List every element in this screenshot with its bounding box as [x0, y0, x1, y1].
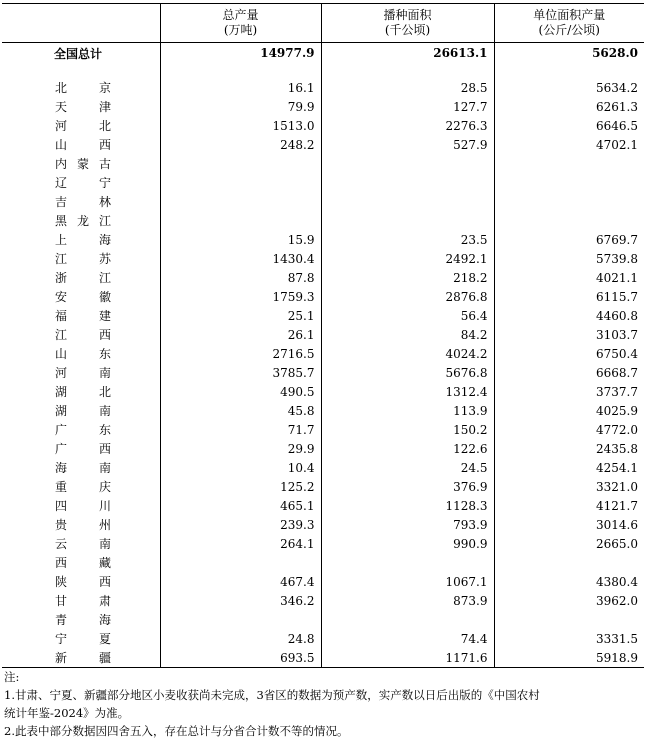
region-yield: 3014.6 — [494, 515, 644, 534]
region-output: 25.1 — [160, 306, 321, 325]
region-name: 海南 — [55, 461, 111, 475]
region-name: 广东 — [55, 423, 111, 437]
spacer-row — [2, 63, 644, 78]
region-output — [160, 610, 321, 629]
table-row — [2, 97, 644, 116]
region-yield — [494, 173, 644, 192]
region-name: 湖南 — [55, 404, 111, 418]
region-output: 346.2 — [160, 591, 321, 610]
table-row — [2, 154, 644, 173]
output-header — [160, 4, 321, 43]
region-output: 79.9 — [160, 97, 321, 116]
table-row — [2, 496, 644, 515]
region-area: 1067.1 — [321, 572, 494, 591]
region-yield: 6769.7 — [494, 230, 644, 249]
region-yield: 4021.1 — [494, 268, 644, 287]
region-output: 29.9 — [160, 439, 321, 458]
region-output: 71.7 — [160, 420, 321, 439]
region-output: 467.4 — [160, 572, 321, 591]
region-area: 127.7 — [321, 97, 494, 116]
region-area: 2876.8 — [321, 287, 494, 306]
region-yield: 6646.5 — [494, 116, 644, 135]
region-area: 2276.3 — [321, 116, 494, 135]
table-row — [2, 401, 644, 420]
region-name: 青海 — [55, 613, 111, 627]
region-name: 吉林 — [55, 195, 111, 209]
total-row — [2, 43, 644, 64]
footnotes — [4, 668, 644, 740]
region-name: 内蒙古 — [55, 157, 111, 171]
region-area — [321, 173, 494, 192]
table-row — [2, 382, 644, 401]
table-row — [2, 78, 644, 97]
region-name: 天津 — [55, 100, 111, 114]
region-name: 云南 — [55, 537, 111, 551]
region-name: 西藏 — [55, 556, 111, 570]
region-area — [321, 154, 494, 173]
table-row — [2, 591, 644, 610]
region-name: 山西 — [55, 138, 111, 152]
region-output — [160, 173, 321, 192]
region-yield — [494, 154, 644, 173]
region-area: 793.9 — [321, 515, 494, 534]
region-yield: 3962.0 — [494, 591, 644, 610]
region-yield: 4254.1 — [494, 458, 644, 477]
footnote-2: 2.此表中部分数据因四舍五入，存在总计与分省合计数不等的情况。 — [4, 724, 349, 738]
yield-header — [494, 4, 644, 43]
region-output: 26.1 — [160, 325, 321, 344]
region-area: 1171.6 — [321, 648, 494, 668]
region-name: 重庆 — [55, 480, 111, 494]
wheat-production-table — [2, 3, 644, 668]
region-yield: 4025.9 — [494, 401, 644, 420]
region-area: 150.2 — [321, 420, 494, 439]
region-yield: 3103.7 — [494, 325, 644, 344]
region-yield: 6261.3 — [494, 97, 644, 116]
table-row — [2, 515, 644, 534]
region-name: 四川 — [55, 499, 111, 513]
region-name: 广西 — [55, 442, 111, 456]
output-header-unit: (万吨) — [223, 23, 258, 37]
region-area: 24.5 — [321, 458, 494, 477]
region-area: 1312.4 — [321, 382, 494, 401]
region-output: 15.9 — [160, 230, 321, 249]
region-area — [321, 192, 494, 211]
region-name: 新疆 — [55, 651, 111, 665]
region-area: 23.5 — [321, 230, 494, 249]
table-row — [2, 116, 644, 135]
region-name: 贵州 — [55, 518, 111, 532]
region-name: 辽宁 — [55, 176, 111, 190]
region-output: 490.5 — [160, 382, 321, 401]
table-row — [2, 439, 644, 458]
region-output: 264.1 — [160, 534, 321, 553]
region-name: 江西 — [55, 328, 111, 342]
yield-header-unit: (公斤/公顷) — [538, 23, 600, 37]
region-output: 24.8 — [160, 629, 321, 648]
region-area: 527.9 — [321, 135, 494, 154]
region-yield: 2435.8 — [494, 439, 644, 458]
table-row — [2, 610, 644, 629]
region-output: 465.1 — [160, 496, 321, 515]
area-header-title: 播种面积 — [383, 8, 432, 22]
region-yield: 4380.4 — [494, 572, 644, 591]
table-row — [2, 173, 644, 192]
table-row — [2, 249, 644, 268]
region-output: 248.2 — [160, 135, 321, 154]
region-area: 74.4 — [321, 629, 494, 648]
region-name: 河北 — [55, 119, 111, 133]
region-name: 宁夏 — [55, 632, 111, 646]
region-header — [2, 4, 160, 43]
region-area: 990.9 — [321, 534, 494, 553]
region-yield — [494, 553, 644, 572]
region-area — [321, 553, 494, 572]
region-output: 1430.4 — [160, 249, 321, 268]
total-yield: 5628.0 — [494, 43, 644, 64]
region-area — [321, 211, 494, 230]
area-header-unit: (千公顷) — [384, 23, 431, 37]
region-yield: 6115.7 — [494, 287, 644, 306]
region-output: 10.4 — [160, 458, 321, 477]
region-area: 2492.1 — [321, 249, 494, 268]
header-row — [2, 4, 644, 43]
region-area: 84.2 — [321, 325, 494, 344]
table-row — [2, 629, 644, 648]
total-output: 14977.9 — [160, 43, 321, 64]
region-name: 安徽 — [55, 290, 111, 304]
region-yield: 6750.4 — [494, 344, 644, 363]
region-area: 218.2 — [321, 268, 494, 287]
table-row — [2, 363, 644, 382]
region-yield: 5634.2 — [494, 78, 644, 97]
region-name: 陕西 — [55, 575, 111, 589]
region-name: 北京 — [55, 81, 111, 95]
region-output: 125.2 — [160, 477, 321, 496]
region-output — [160, 553, 321, 572]
region-name: 山东 — [55, 347, 111, 361]
region-output: 1759.3 — [160, 287, 321, 306]
table-row — [2, 648, 644, 668]
table-row — [2, 458, 644, 477]
output-header-title: 总产量 — [222, 8, 259, 22]
table-row — [2, 344, 644, 363]
region-name: 上海 — [55, 233, 111, 247]
table-row — [2, 287, 644, 306]
table-row — [2, 553, 644, 572]
footnote-label: 注: — [4, 670, 20, 684]
yield-header-title: 单位面积产量 — [533, 8, 606, 22]
region-yield: 4121.7 — [494, 496, 644, 515]
region-yield — [494, 610, 644, 629]
region-name: 福建 — [55, 309, 111, 323]
region-yield — [494, 192, 644, 211]
region-area: 122.6 — [321, 439, 494, 458]
table-row — [2, 230, 644, 249]
region-yield: 5739.8 — [494, 249, 644, 268]
region-name: 甘肃 — [55, 594, 111, 608]
footnote-1: 1.甘肃、宁夏、新疆部分地区小麦收获尚未完成，3省区的数据为预产数，实产数以日后出版的《中国农村 — [4, 688, 540, 702]
region-yield: 2665.0 — [494, 534, 644, 553]
region-output: 16.1 — [160, 78, 321, 97]
table-row — [2, 572, 644, 591]
table-row — [2, 477, 644, 496]
table-row — [2, 211, 644, 230]
table-row — [2, 325, 644, 344]
region-yield: 3737.7 — [494, 382, 644, 401]
region-area: 113.9 — [321, 401, 494, 420]
region-name: 江苏 — [55, 252, 111, 266]
region-yield — [494, 211, 644, 230]
region-name: 浙江 — [55, 271, 111, 285]
region-yield: 5918.9 — [494, 648, 644, 668]
total-area: 26613.1 — [321, 43, 494, 64]
region-yield: 3331.5 — [494, 629, 644, 648]
region-name: 黑龙江 — [55, 214, 111, 228]
footnote-1-cont: 统计年鉴-2024》为准。 — [4, 706, 130, 720]
region-output: 45.8 — [160, 401, 321, 420]
region-output: 239.3 — [160, 515, 321, 534]
table-row — [2, 192, 644, 211]
region-output: 1513.0 — [160, 116, 321, 135]
region-output: 87.8 — [160, 268, 321, 287]
table-row — [2, 420, 644, 439]
region-area: 873.9 — [321, 591, 494, 610]
region-area — [321, 610, 494, 629]
region-yield: 3321.0 — [494, 477, 644, 496]
table-row — [2, 306, 644, 325]
region-output — [160, 154, 321, 173]
region-area: 4024.2 — [321, 344, 494, 363]
region-yield: 4702.1 — [494, 135, 644, 154]
table-row — [2, 135, 644, 154]
region-area: 56.4 — [321, 306, 494, 325]
region-area: 376.9 — [321, 477, 494, 496]
region-output: 2716.5 — [160, 344, 321, 363]
table-row — [2, 534, 644, 553]
region-output: 3785.7 — [160, 363, 321, 382]
region-yield: 4460.8 — [494, 306, 644, 325]
region-name: 河南 — [55, 366, 111, 380]
total-label: 全国总计 — [54, 46, 103, 61]
region-yield: 4772.0 — [494, 420, 644, 439]
table-row — [2, 268, 644, 287]
region-output — [160, 192, 321, 211]
region-area: 5676.8 — [321, 363, 494, 382]
region-name: 湖北 — [55, 385, 111, 399]
region-output: 693.5 — [160, 648, 321, 668]
region-yield: 6668.7 — [494, 363, 644, 382]
region-area: 1128.3 — [321, 496, 494, 515]
region-output — [160, 211, 321, 230]
area-header — [321, 4, 494, 43]
region-area: 28.5 — [321, 78, 494, 97]
